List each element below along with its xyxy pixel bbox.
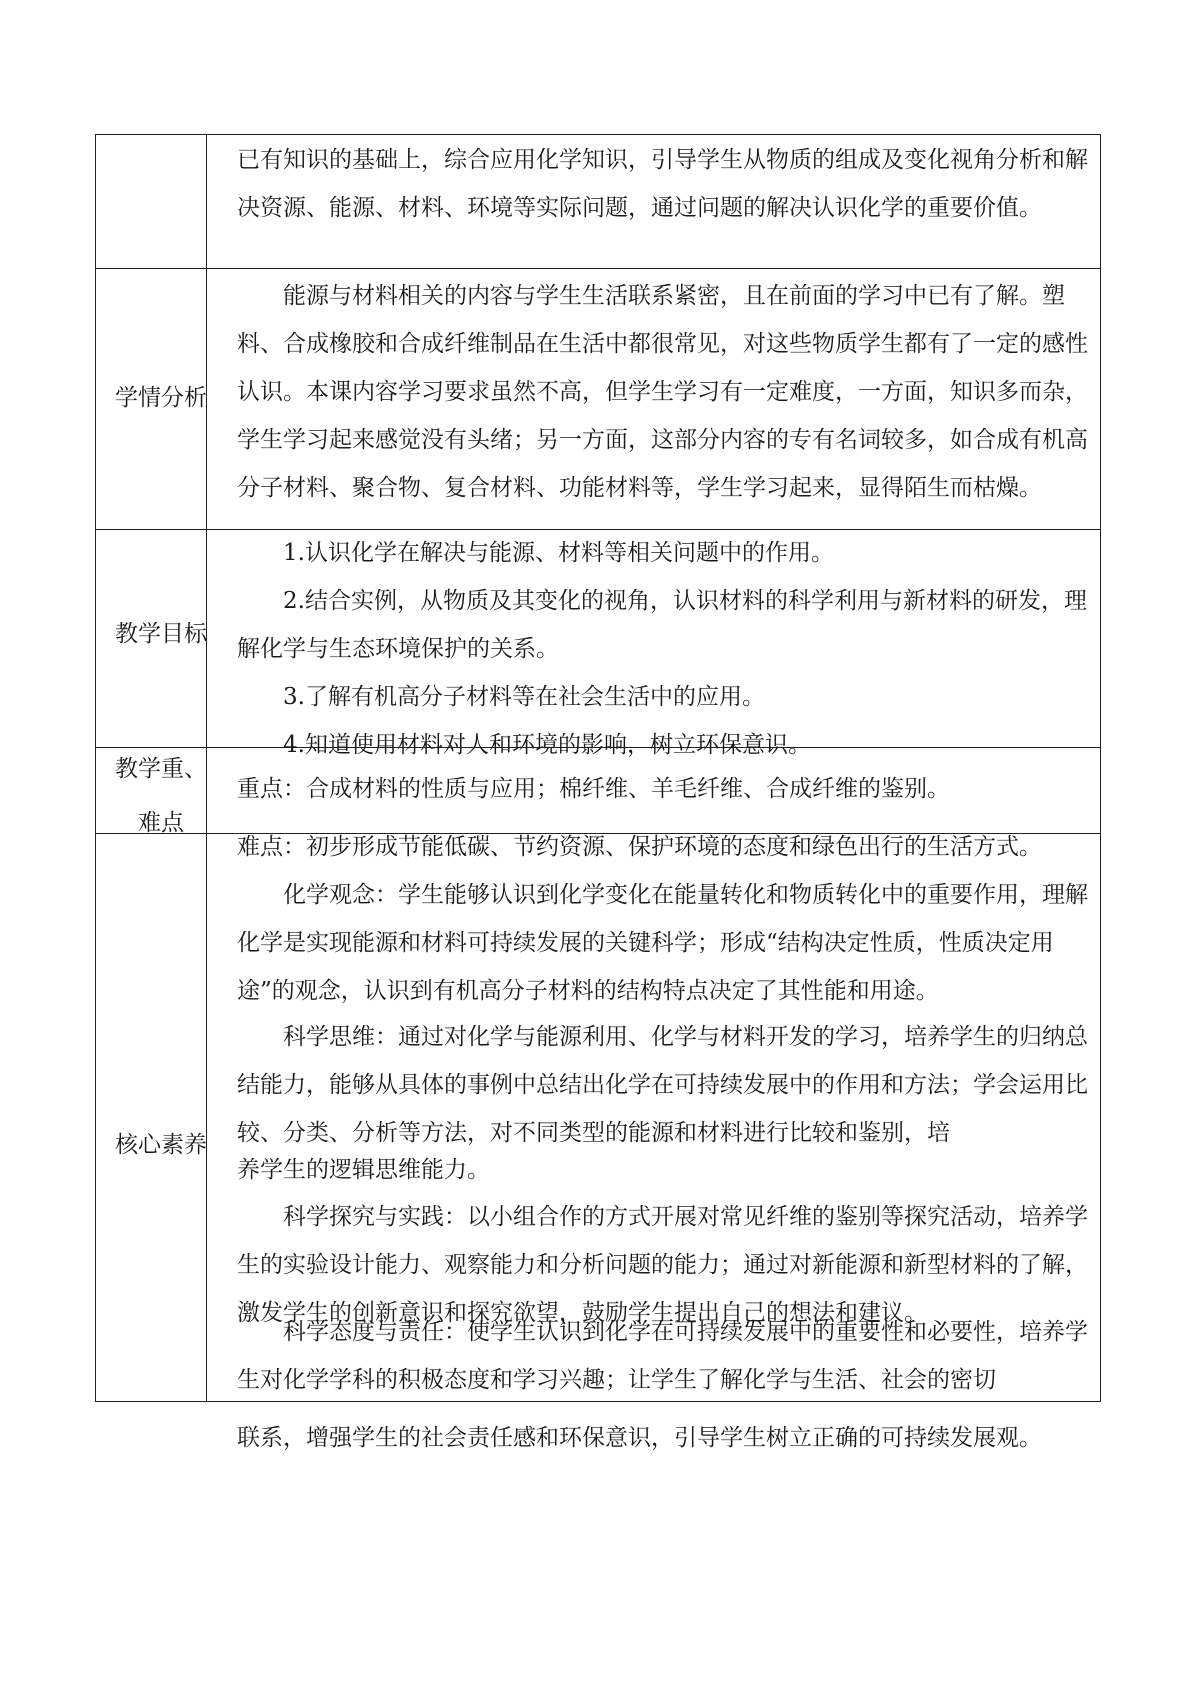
inquiry-practice-text: 科学探究与实践：以小组合作的方式开展对常见纤维的鉴别等探究活动，培养学生的实验设计能力、观察能力和分析问题的能力；通过对新能源和新型材料的了解，激发学生的创新意识和探究欲望，鼓励学生提出自己的想法和建议。 (237, 1204, 1088, 1326)
goals-list (237, 529, 1103, 769)
literacy-label: 核心素养 (115, 1132, 207, 1158)
attitude-responsibility-text: 科学态度与责任：使学生认识到化学在可持续发展中的重要性和必要性，培养学生对化学学科的积极态度和学习兴趣；让学生了解化学与生活、社会的密切 (237, 1319, 1088, 1393)
goals-label: 教学目标 (115, 621, 207, 647)
goal-item: 1.认识化学在解决与能源、材料等相关问题中的作用。 (283, 540, 834, 566)
scientific-thinking-text-end: 养学生的逻辑思维能力。 (237, 1157, 490, 1183)
goal-item: 3.了解有机高分子材料等在社会生活中的应用。 (283, 684, 765, 710)
scientific-thinking-text: 科学思维：通过对化学与能源利用、化学与材料开发的学习，培养学生的归纳总结能力，能够从具体的事例中总结出化学在可持续发展中的作用和方法；学会运用比较、分类、分析等方法，对不同类型的能源和材料进行比较和鉴别，培 (237, 1024, 1088, 1146)
analysis-text: 能源与材料相关的内容与学生生活联系紧密，且在前面的学习中已有了解。塑料、合成橡胶和合成纤维制品在生活中都很常见，对这些物质学生都有了一定的感性认识。本课内容学习要求虽然不高，但学生学习有一定难度，一方面，知识多而杂，学生学习起来感觉没有头绪；另一方面，这部分内容的专有名词较多，如合成有机高分子材料、聚合物、复合材料、功能材料等，学生学习起来，显得陌生而枯燥。 (237, 283, 1088, 501)
intro-text: 已有知识的基础上，综合应用化学知识，引导学生从物质的组成及变化视角分析和解决资源、能源、材料、环境等实际问题，通过问题的解决认识化学的重要价值。 (237, 147, 1088, 221)
analysis-label: 学情分析 (115, 385, 207, 411)
key-points-label-line1: 教学重、 (115, 756, 207, 782)
table-left-border (95, 134, 96, 1402)
key-points-text: 重点：合成材料的性质与应用；棉纤维、羊毛纤维、合成纤维的鉴别。 (237, 776, 950, 802)
key-points-label-line2: 难点 (138, 810, 184, 836)
row-divider (95, 268, 1101, 269)
chemistry-concept-text: 化学观念：学生能够认识到化学变化在能量转化和物质转化中的重要作用，理解化学是实现能源和材料可持续发展的关键科学；形成“结构决定性质，性质决定用途”的观念，认识到有机高分子材料的结构特点决定了其性能和用途。 (237, 882, 1088, 1004)
table-top-border (95, 134, 1101, 135)
goal-item: 2.结合实例，从物质及其变化的视角，认识材料的科学利用与新材料的研发，理解化学与生态环境保护的关系。 (237, 588, 1087, 662)
overflow-text: 联系，增强学生的社会责任感和环保意识，引导学生树立正确的可持续发展观。 (237, 1425, 1042, 1451)
difficulty-text: 难点：初步形成节能低碳、节约资源、保护环境的态度和绿色出行的生活方式。 (237, 834, 1042, 860)
goal-item: 4.知道使用材料对人和环境的影响，树立环保意识。 (283, 732, 811, 758)
